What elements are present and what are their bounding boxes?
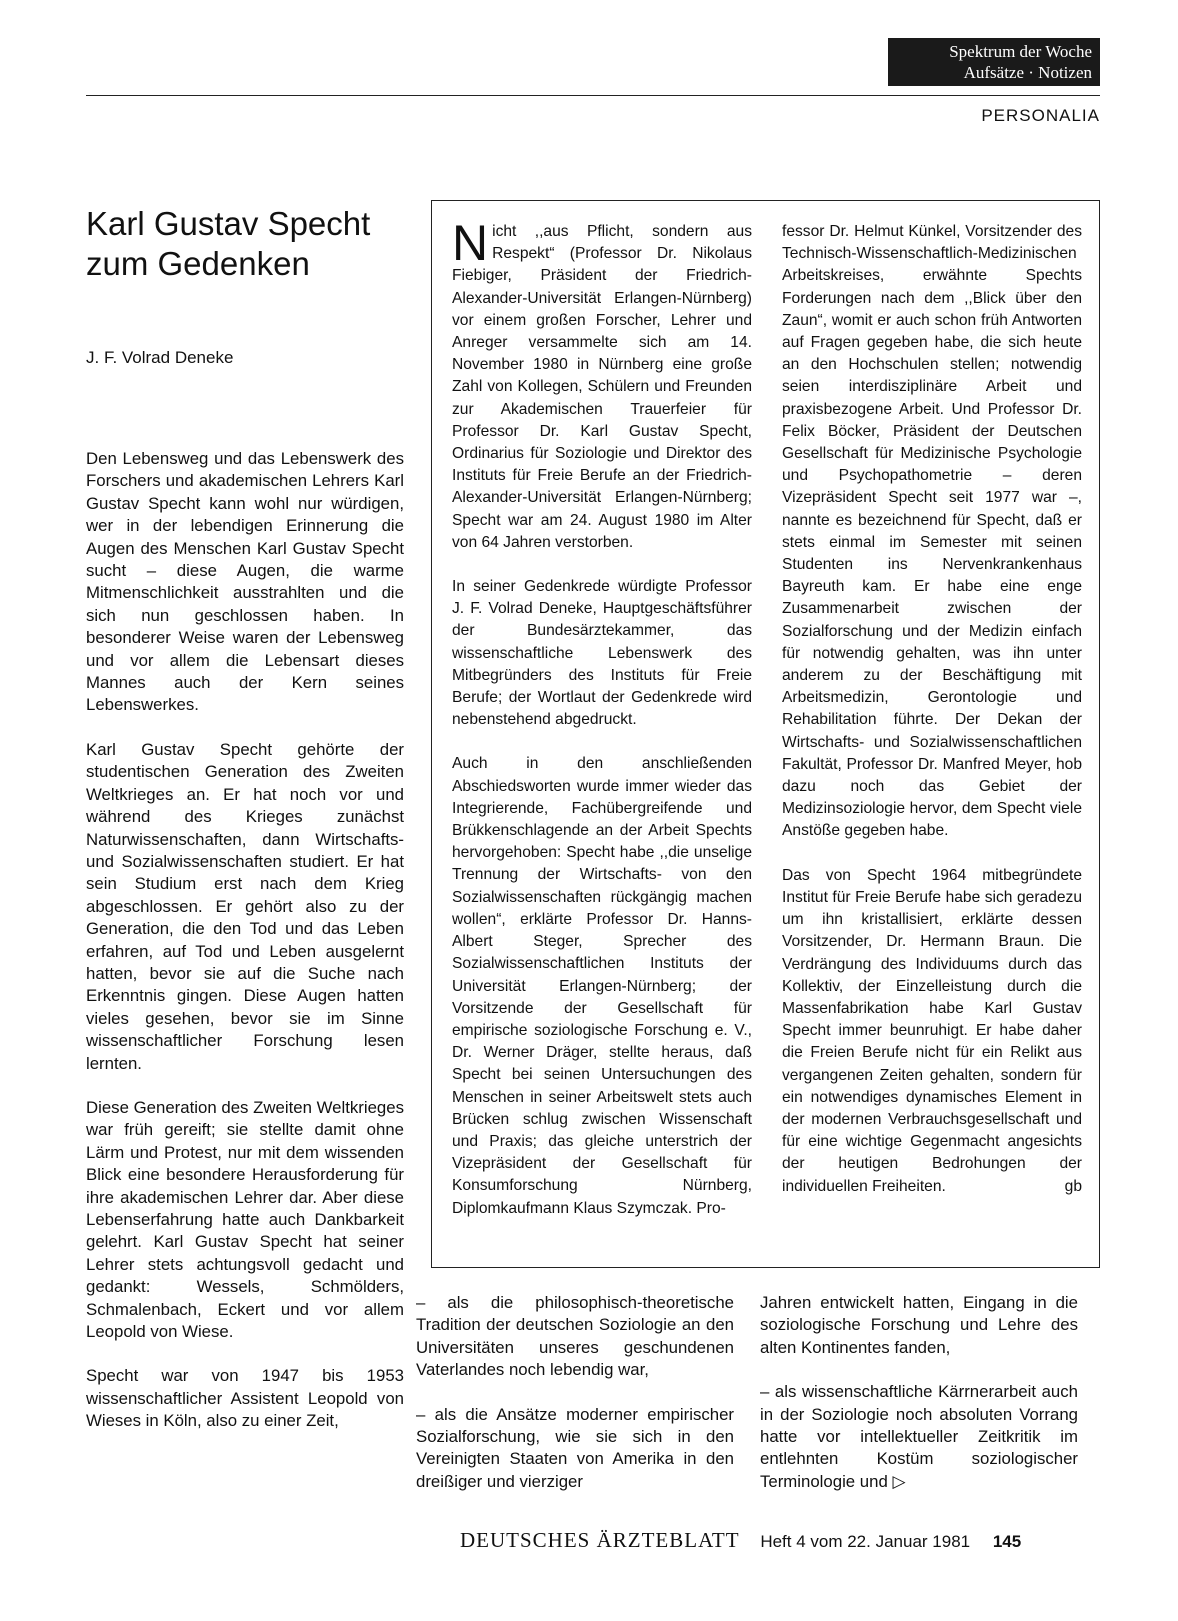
left-column (86, 448, 404, 1455)
paragraph (452, 215, 752, 554)
author-name: J. F. Volrad Deneke (86, 348, 234, 367)
paragraph: Auch in den anschließenden Abschiedsworten wurde immer wieder das Integrierende, Fachübergreifende und Brükkenschlagende an der Arbeit Spechts hervorgehoben: Specht habe ,,die unselige Trennung der Wirtschafts- von den Sozialwissenschaften rückgängig machen wollen“, erklärte Professor Dr. Hanns-Albert Steger, Sprecher des Sozialwissenschaftlichen Instituts der Universität Erlangen-Nürnberg; der Vorsitzende der Gesellschaft für empirische soziologische Forschung e. V., Dr. Werner Dräger, stellte heraus, daß Specht bei seinen Untersuchungen des Menschen in seiner Arbeitswelt stets auch Brücken schlug zwischen Wissenschaft und Praxis; das gleiche unterstrich der Vizepräsident der Gesellschaft für Konsumforschung Nürnberg, Diplomkaufmann Klaus Szymczak. Pro- (452, 755, 752, 1217)
title-line-1: Karl Gustav Specht (86, 205, 371, 242)
author-initials: gb (1064, 1177, 1082, 1195)
title-line-2: zum Gedenken (86, 245, 310, 282)
paragraph: Diese Generation des Zweiten Weltkrieges war früh gereift; sie stellte damit ohne Lärm und Protest, nur mit dem wissenden Blick eine besondere Herausforderung für ihre akademischen Lehrer dar. Aber diese Lebenserfahrung hatte auch Dankbarkeit gelehrt. Karl Gustav Specht hat seiner Lehrer stets achtungsvoll gedacht und gedankt: Wessels, Schmölders, Schmalenbach, Eckert und vor allem Leopold von Wiese. (86, 1097, 404, 1342)
paragraph: Den Lebensweg und das Lebenswerk des Forschers und akademischen Lehrers Karl Gustav Specht kann wohl nur würdigen, wer in der lebendigen Erinnerung die Augen des Menschen Karl Gustav Specht sucht – diese Augen, die warme Mitmenschlichkeit ausstrahlten und die sich nun geschlossen haben. In besonderer Weise waren der Lebensweg und vor allem die Lebensart dieses Mannes auch der Kern seines Lebenswerkes. (86, 449, 404, 715)
section-badge (888, 38, 1100, 86)
badge-line-2: Aufsätze · Notizen (963, 63, 1092, 82)
box-column-2 (782, 221, 1082, 1220)
lower-middle-column (416, 1292, 734, 1515)
paragraph (782, 865, 1082, 1198)
paragraph: Karl Gustav Specht gehörte der studentischen Generation des Zweiten Weltkrieges an. Er hat noch vor und während des Krieges zunächst Naturwissenschaften, dann Wirtschafts- und Sozialwissenschaften studiert. Er hat sein Studium erst nach dem Krieg abgeschlossen. Er gehört also zu der Generation, die den Tod und das Leben erfahren, auf Tod und Leben ausgelernt hatten, bevor sie auf die Suche nach Erkenntnis gingen. Diese Augen hatten vieles gesehen, bevor sie im Sinne wissenschaftlicher Forschung lesen lernten. (86, 739, 404, 1073)
header-rule (86, 95, 1100, 96)
badge-line-1: Spektrum der Woche (949, 42, 1092, 61)
paragraph: – als die philosophisch-theoretische Tradition der deutschen Soziologie an den Universitäten unseres geschundenen Vaterlandes noch lebendig war, (416, 1293, 734, 1380)
page-footer (460, 1528, 1100, 1553)
paragraph-text: Das von Specht 1964 mitbegründete Institut für Freie Berufe habe sich geradezu um ihn kristallisiert, erklärte dessen Vorsitzender, Dr. Hermann Braun. Die Verdrängung des Individuums durch das Kollektiv, der Einzelleistung durch die Massenfabrikation habe Karl Gustav Specht immer beunruhigt. Er habe daher die Freien Berufe nicht für ein Relikt aus vergangenen Zeiten gehalten, sondern für ein notwendiges dynamisches Element in der modernen Verbrauchsgesellschaft und für eine wichtige Gegenmacht angesichts der heutigen Bedrohungen der individuellen Freiheiten. (782, 866, 1082, 1195)
page-number: 145 (992, 1532, 1022, 1551)
journal-name: DEUTSCHES ÄRZTEBLATT (460, 1528, 740, 1552)
issue-info: Heft 4 vom 22. Januar 1981 (760, 1532, 971, 1551)
section-label: PERSONALIA (981, 106, 1100, 125)
box-column-1 (452, 215, 752, 1242)
article-title (86, 204, 416, 284)
paragraph: Jahren entwickelt hatten, Eingang in die soziologische Forschung und Lehre des alten Kontinentes fanden, (760, 1293, 1078, 1357)
report-box (431, 200, 1100, 1268)
paragraph-text: icht ,,aus Pflicht, sondern aus Respekt“ (Professor Dr. Nikolaus Fiebiger, Präsident der Friedrich-Alexander-Universität Erlangen-Nürnberg) vor einem großen Forscher, Lehrer und Anreger versammelte sich am 14. November 1980 in Nürnberg eine große Zahl von Kollegen, Schülern und Freunden zur Akademischen Trauerfeier für Professor Dr. Karl Gustav Specht, Ordinarius für Soziologie und Direktor des Instituts für Freie Berufe an der Friedrich-Alexander-Universität Erlangen-Nürnberg; Specht war am 24. August 1980 im Alter von 64 Jahren verstorben. (452, 223, 752, 551)
paragraph: – als die Ansätze moderner empirischer Sozialforschung, wie sie sich in den Vereinigten Staaten von Amerika in den dreißiger und vierziger (416, 1404, 734, 1491)
lower-right-column (760, 1292, 1078, 1515)
paragraph: In seiner Gedenkrede würdigte Professor J. F. Volrad Deneke, Hauptgeschäftsführer der Bundesärztekammer, das wissenschaftliche Lebenswerk des Mitbegründers des Instituts für Freie Berufe; der Wortlaut der Gedenkrede wird nebenstehend abgedruckt. (452, 578, 752, 729)
drop-cap: N (452, 215, 489, 271)
paragraph: fessor Dr. Helmut Künkel, Vorsitzender des Technisch-Wissenschaftlich-Medizinischen Arbeitskreises, erwähnte Spechts Forderungen nach dem ,,Blick über den Zaun“, womit er auch schon früh Antworten auf Fragen gegeben habe, die sich heute an den Hochschulen stellen; notwendig seien interdisziplinäre Arbeit und praxisbezogene Arbeit. Und Professor Dr. Felix Böcker, Präsident der Deutschen Gesellschaft für Medizinische Psychologie und Psychopathometrie – deren Vizepräsident Specht seit 1977 war –, nannte es bezeichnend für Specht, daß er stets einmal im Semester mit seinen Studenten ins Nervenkrankenhaus Bayreuth kam. Er habe eine enge Zusammenarbeit zwischen der Sozialforschung und der Medizin einfach für notwendig gehalten, was ihn unter anderem zu der Beschäftigung mit Arbeitsmedizin, Gerontologie und Rehabilitation führte. Der Dekan der Wirtschafts- und Sozialwissenschaftlichen Fakultät, Professor Dr. Manfred Meyer, hob dazu noch das Gebiet der Medizinsoziologie hervor, dem Specht viele Anstöße gegeben habe. (782, 223, 1082, 840)
paragraph: Specht war von 1947 bis 1953 wissenschaftlicher Assistent Leopold von Wieses in Köln, also zu einer Zeit, (86, 1366, 404, 1431)
paragraph: – als wissenschaftliche Kärrnerarbeit auch in der Soziologie noch absoluten Vorrang hatte vor intellektueller Zeitkritik im entlehnten Kostüm soziologischer Terminologie und ▷ (760, 1382, 1078, 1491)
